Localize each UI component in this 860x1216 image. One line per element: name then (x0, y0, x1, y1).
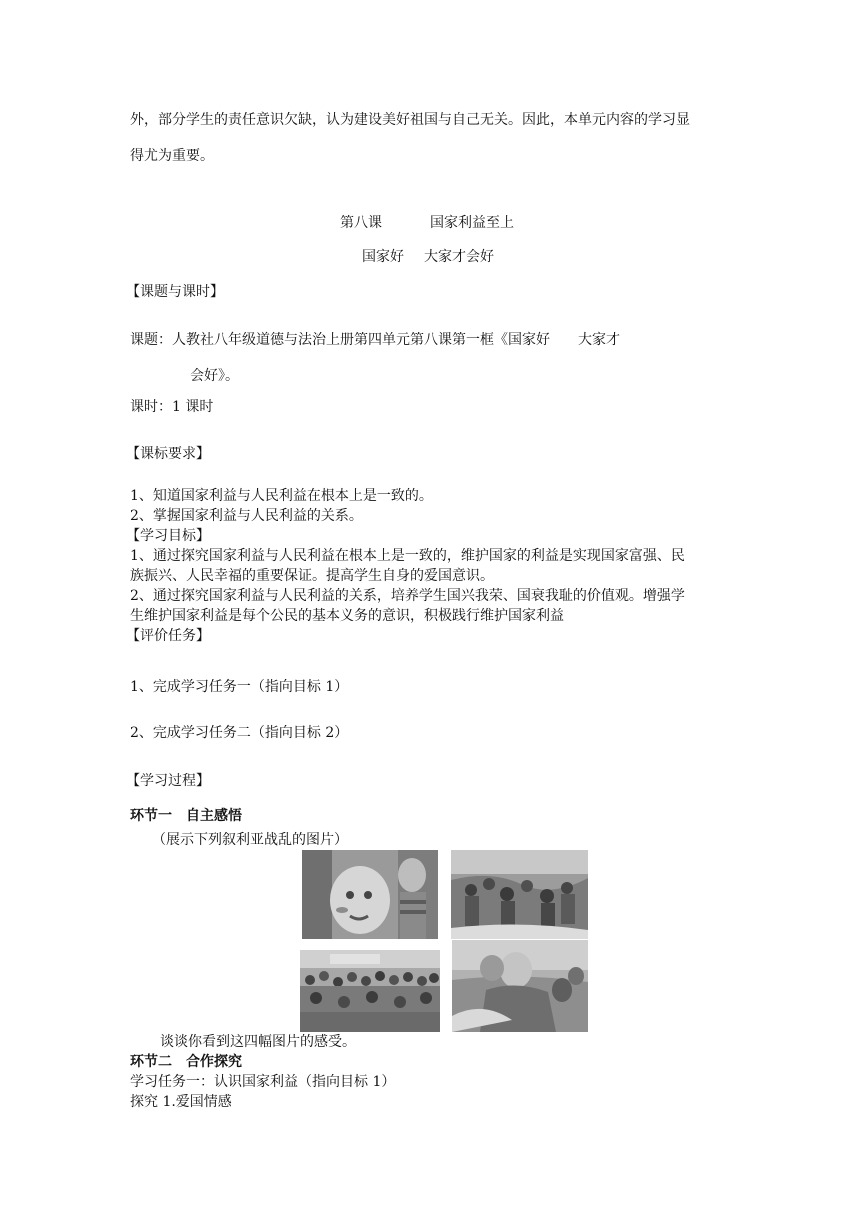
man-with-child-photo (452, 940, 588, 1032)
step-2-title: 环节二 合作探究 (130, 1054, 242, 1070)
subtitle-part-a: 国家好 (362, 249, 404, 265)
section-header-topic: 【课题与课时】 (126, 284, 224, 300)
section-header-standards: 【课标要求】 (126, 446, 210, 462)
crowd-photo (300, 950, 440, 1032)
refugee-boat-photo (451, 850, 588, 939)
objective-1-line-2: 族振兴、人民幸福的重要保证。提高学生自身的爱国意识。 (130, 568, 494, 584)
topic-line-1: 课题：人教社八年级道德与法治上册第四单元第八课第一框《国家好 大家才 (130, 332, 620, 348)
lesson-number: 第八课 (340, 215, 382, 231)
subtitle-part-b: 大家才会好 (424, 249, 494, 265)
task-item-2: 2、完成学习任务二（指向目标 2） (130, 725, 349, 741)
lesson-title: 国家利益至上 (430, 215, 514, 231)
child-photo (302, 850, 438, 939)
step-1-title: 环节一 自主感悟 (130, 808, 242, 824)
section-header-objectives: 【学习目标】 (126, 528, 210, 544)
class-hours: 课时：1 课时 (130, 399, 214, 415)
learning-task-1: 学习任务一：认识国家利益（指向目标 1） (130, 1074, 396, 1090)
intro-line-2: 得尤为重要。 (130, 148, 214, 164)
objective-1-line-1: 1、通过探究国家利益与人民利益在根本上是一致的，维护国家的利益是实现国家富强、民 (130, 548, 685, 564)
step-1-question: 谈谈你看到这四幅图片的感受。 (160, 1034, 356, 1050)
objective-2-line-2: 生维护国家利益是每个公民的基本义务的意识，积极践行维护国家利益 (130, 608, 564, 624)
section-header-process: 【学习过程】 (126, 773, 210, 789)
topic-line-2: 会好》。 (190, 368, 239, 384)
standard-item-1: 1、知道国家利益与人民利益在根本上是一致的。 (130, 488, 433, 504)
objective-2-line-1: 2、通过探究国家利益与人民利益的关系，培养学生国兴我荣、国衰我耻的价值观。增强学 (130, 588, 685, 604)
step-1-note: （展示下列叙利亚战乱的图片） (152, 832, 348, 848)
standard-item-2: 2、掌握国家利益与人民利益的关系。 (130, 508, 363, 524)
task-item-1: 1、完成学习任务一（指向目标 1） (130, 679, 349, 695)
intro-line-1: 外，部分学生的责任意识欠缺，认为建设美好祖国与自己无关。因此，本单元内容的学习显 (130, 112, 690, 128)
explore-1: 探究 1.爱国情感 (130, 1094, 232, 1110)
section-header-tasks: 【评价任务】 (126, 628, 210, 644)
